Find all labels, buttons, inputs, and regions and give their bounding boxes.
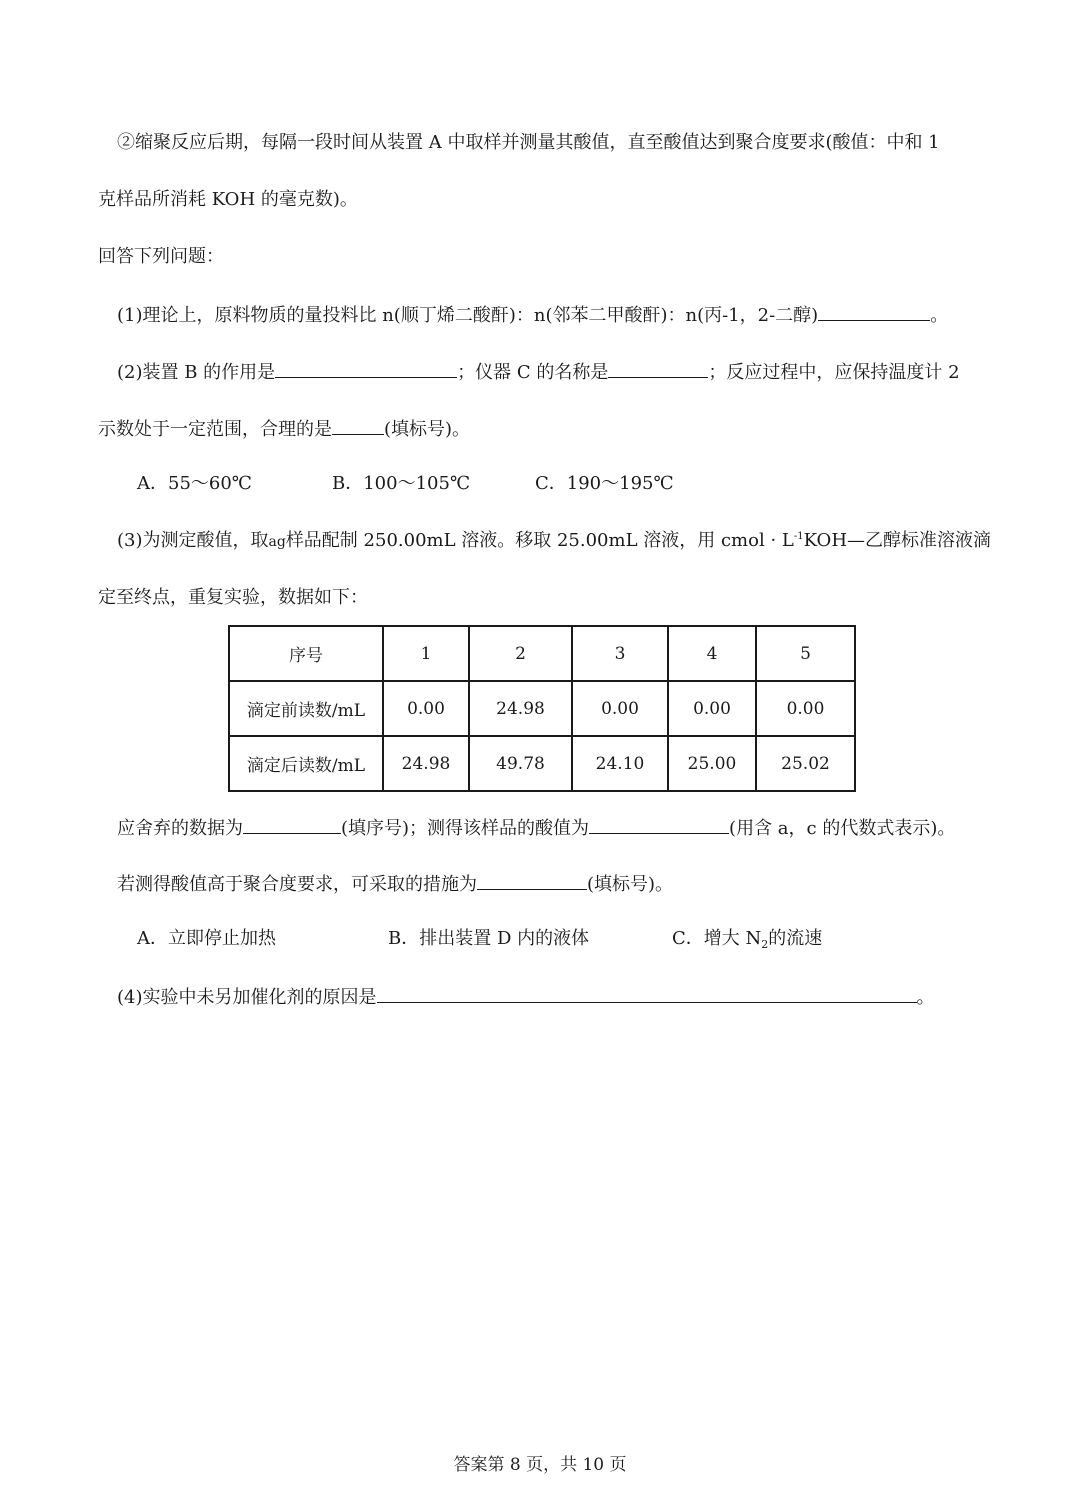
answer-blank-3a[interactable] bbox=[243, 815, 341, 834]
table-cell: 24.98 bbox=[383, 736, 469, 791]
table-cell: 0.00 bbox=[756, 681, 855, 736]
table-header-cell: 1 bbox=[383, 626, 469, 681]
table-header-cell: 3 bbox=[572, 626, 668, 681]
q3-option-c-pre: C．增大 N bbox=[672, 928, 762, 949]
table-header-row bbox=[229, 626, 855, 681]
answer-blank-2c[interactable] bbox=[332, 416, 384, 435]
question-2-line1 bbox=[117, 359, 960, 385]
question-1-end: 。 bbox=[930, 305, 949, 326]
table-row bbox=[229, 736, 855, 791]
intro-text: 回答下列问题： bbox=[98, 246, 224, 267]
q3-option-a: A．立即停止加热 bbox=[137, 928, 276, 949]
table-header-cell: 2 bbox=[469, 626, 572, 681]
question-3-after1 bbox=[117, 815, 955, 841]
table-row-label: 滴定前读数/mL bbox=[229, 681, 383, 736]
paragraph-step2-line2: 克样品所消耗 KOH 的毫克数)。 bbox=[98, 189, 358, 210]
unit-exponent: -1 bbox=[793, 531, 804, 542]
answer-blank-2a[interactable] bbox=[275, 359, 457, 378]
question-2-line2a: 示数处于一定范围，合理的是 bbox=[98, 419, 332, 440]
paragraph-step2-line1: ②缩聚反应后期，每隔一段时间从装置 A 中取样并测量其酸值，直至酸值达到聚合度要求(酸值：中和 1 bbox=[117, 132, 940, 153]
answer-blank-4[interactable] bbox=[377, 984, 917, 1003]
table-row-label: 滴定后读数/mL bbox=[229, 736, 383, 791]
question-3-line2: 定至终点，重复实验，数据如下： bbox=[98, 587, 368, 608]
question-2-part3: ；反应过程中，应保持温度计 2 bbox=[708, 362, 960, 383]
table-cell: 0.00 bbox=[668, 681, 756, 736]
page-footer: 答案第 8 页，共 10 页 bbox=[453, 1455, 627, 1475]
table-cell: 0.00 bbox=[383, 681, 469, 736]
table-cell: 0.00 bbox=[572, 681, 668, 736]
q2-option-b: B．100～105℃ bbox=[332, 473, 471, 494]
table-cell: 25.00 bbox=[668, 736, 756, 791]
question-2-part1: (2)装置 B 的作用是 bbox=[117, 362, 276, 383]
answer-blank-3b[interactable] bbox=[589, 815, 729, 834]
table-header-cell: 序号 bbox=[229, 626, 383, 681]
answer-blank-3c[interactable] bbox=[477, 871, 587, 890]
table-cell: 24.10 bbox=[572, 736, 668, 791]
question-3-after2 bbox=[117, 871, 673, 897]
question-4-text: (4)实验中未另加催化剂的原因是 bbox=[117, 987, 377, 1008]
question-4 bbox=[117, 984, 935, 1010]
question-4-end: 。 bbox=[916, 987, 935, 1008]
question-3-after1b: (填序号)；测得该样品的酸值为 bbox=[341, 818, 590, 839]
question-1-text: (1)理论上，原料物质的量投料比 n(顺丁烯二酸酐)：n(邻苯二甲酸酐)：n(丙-1，2-二醇) bbox=[117, 305, 819, 326]
answer-blank-2b[interactable] bbox=[608, 359, 708, 378]
question-2-part2: ；仪器 C 的名称是 bbox=[457, 362, 609, 383]
question-3-line1a: (3)为测定酸值，取 bbox=[117, 530, 269, 551]
table-cell: 49.78 bbox=[469, 736, 572, 791]
q2-option-c: C．190～195℃ bbox=[535, 473, 674, 494]
q3-option-b: B．排出装置 D 内的液体 bbox=[388, 928, 590, 949]
question-3-after2b: (填标号)。 bbox=[587, 874, 674, 895]
table-header-cell: 4 bbox=[668, 626, 756, 681]
q3-option-c-post: 的流速 bbox=[768, 928, 823, 949]
question-2-line2 bbox=[98, 416, 470, 442]
table-cell: 24.98 bbox=[469, 681, 572, 736]
titration-data-table bbox=[228, 625, 856, 792]
table-header-cell: 5 bbox=[756, 626, 855, 681]
table-row bbox=[229, 681, 855, 736]
question-3-line1b: 样品配制 250.00mL 溶液。移取 25.00mL 溶液，用 cmol · L bbox=[285, 530, 794, 551]
question-3-line1 bbox=[117, 529, 991, 554]
question-3-after1a: 应舍弃的数据为 bbox=[117, 818, 243, 839]
nitrogen-subscript: 2 bbox=[761, 938, 769, 951]
question-1 bbox=[117, 302, 948, 328]
question-2-line2b: (填标号)。 bbox=[384, 419, 471, 440]
question-3-line1c: KOH—乙醇标准溶液滴 bbox=[803, 530, 992, 551]
sample-mass-symbol: ag bbox=[268, 534, 286, 550]
question-3-after1c: (用含 a，c 的代数式表示)。 bbox=[729, 818, 956, 839]
question-3-after2a: 若测得酸值高于聚合度要求，可采取的措施为 bbox=[117, 874, 477, 895]
answer-blank-1[interactable] bbox=[818, 302, 930, 321]
table-cell: 25.02 bbox=[756, 736, 855, 791]
q2-option-a: A．55～60℃ bbox=[137, 473, 252, 494]
q3-option-c bbox=[672, 927, 822, 951]
